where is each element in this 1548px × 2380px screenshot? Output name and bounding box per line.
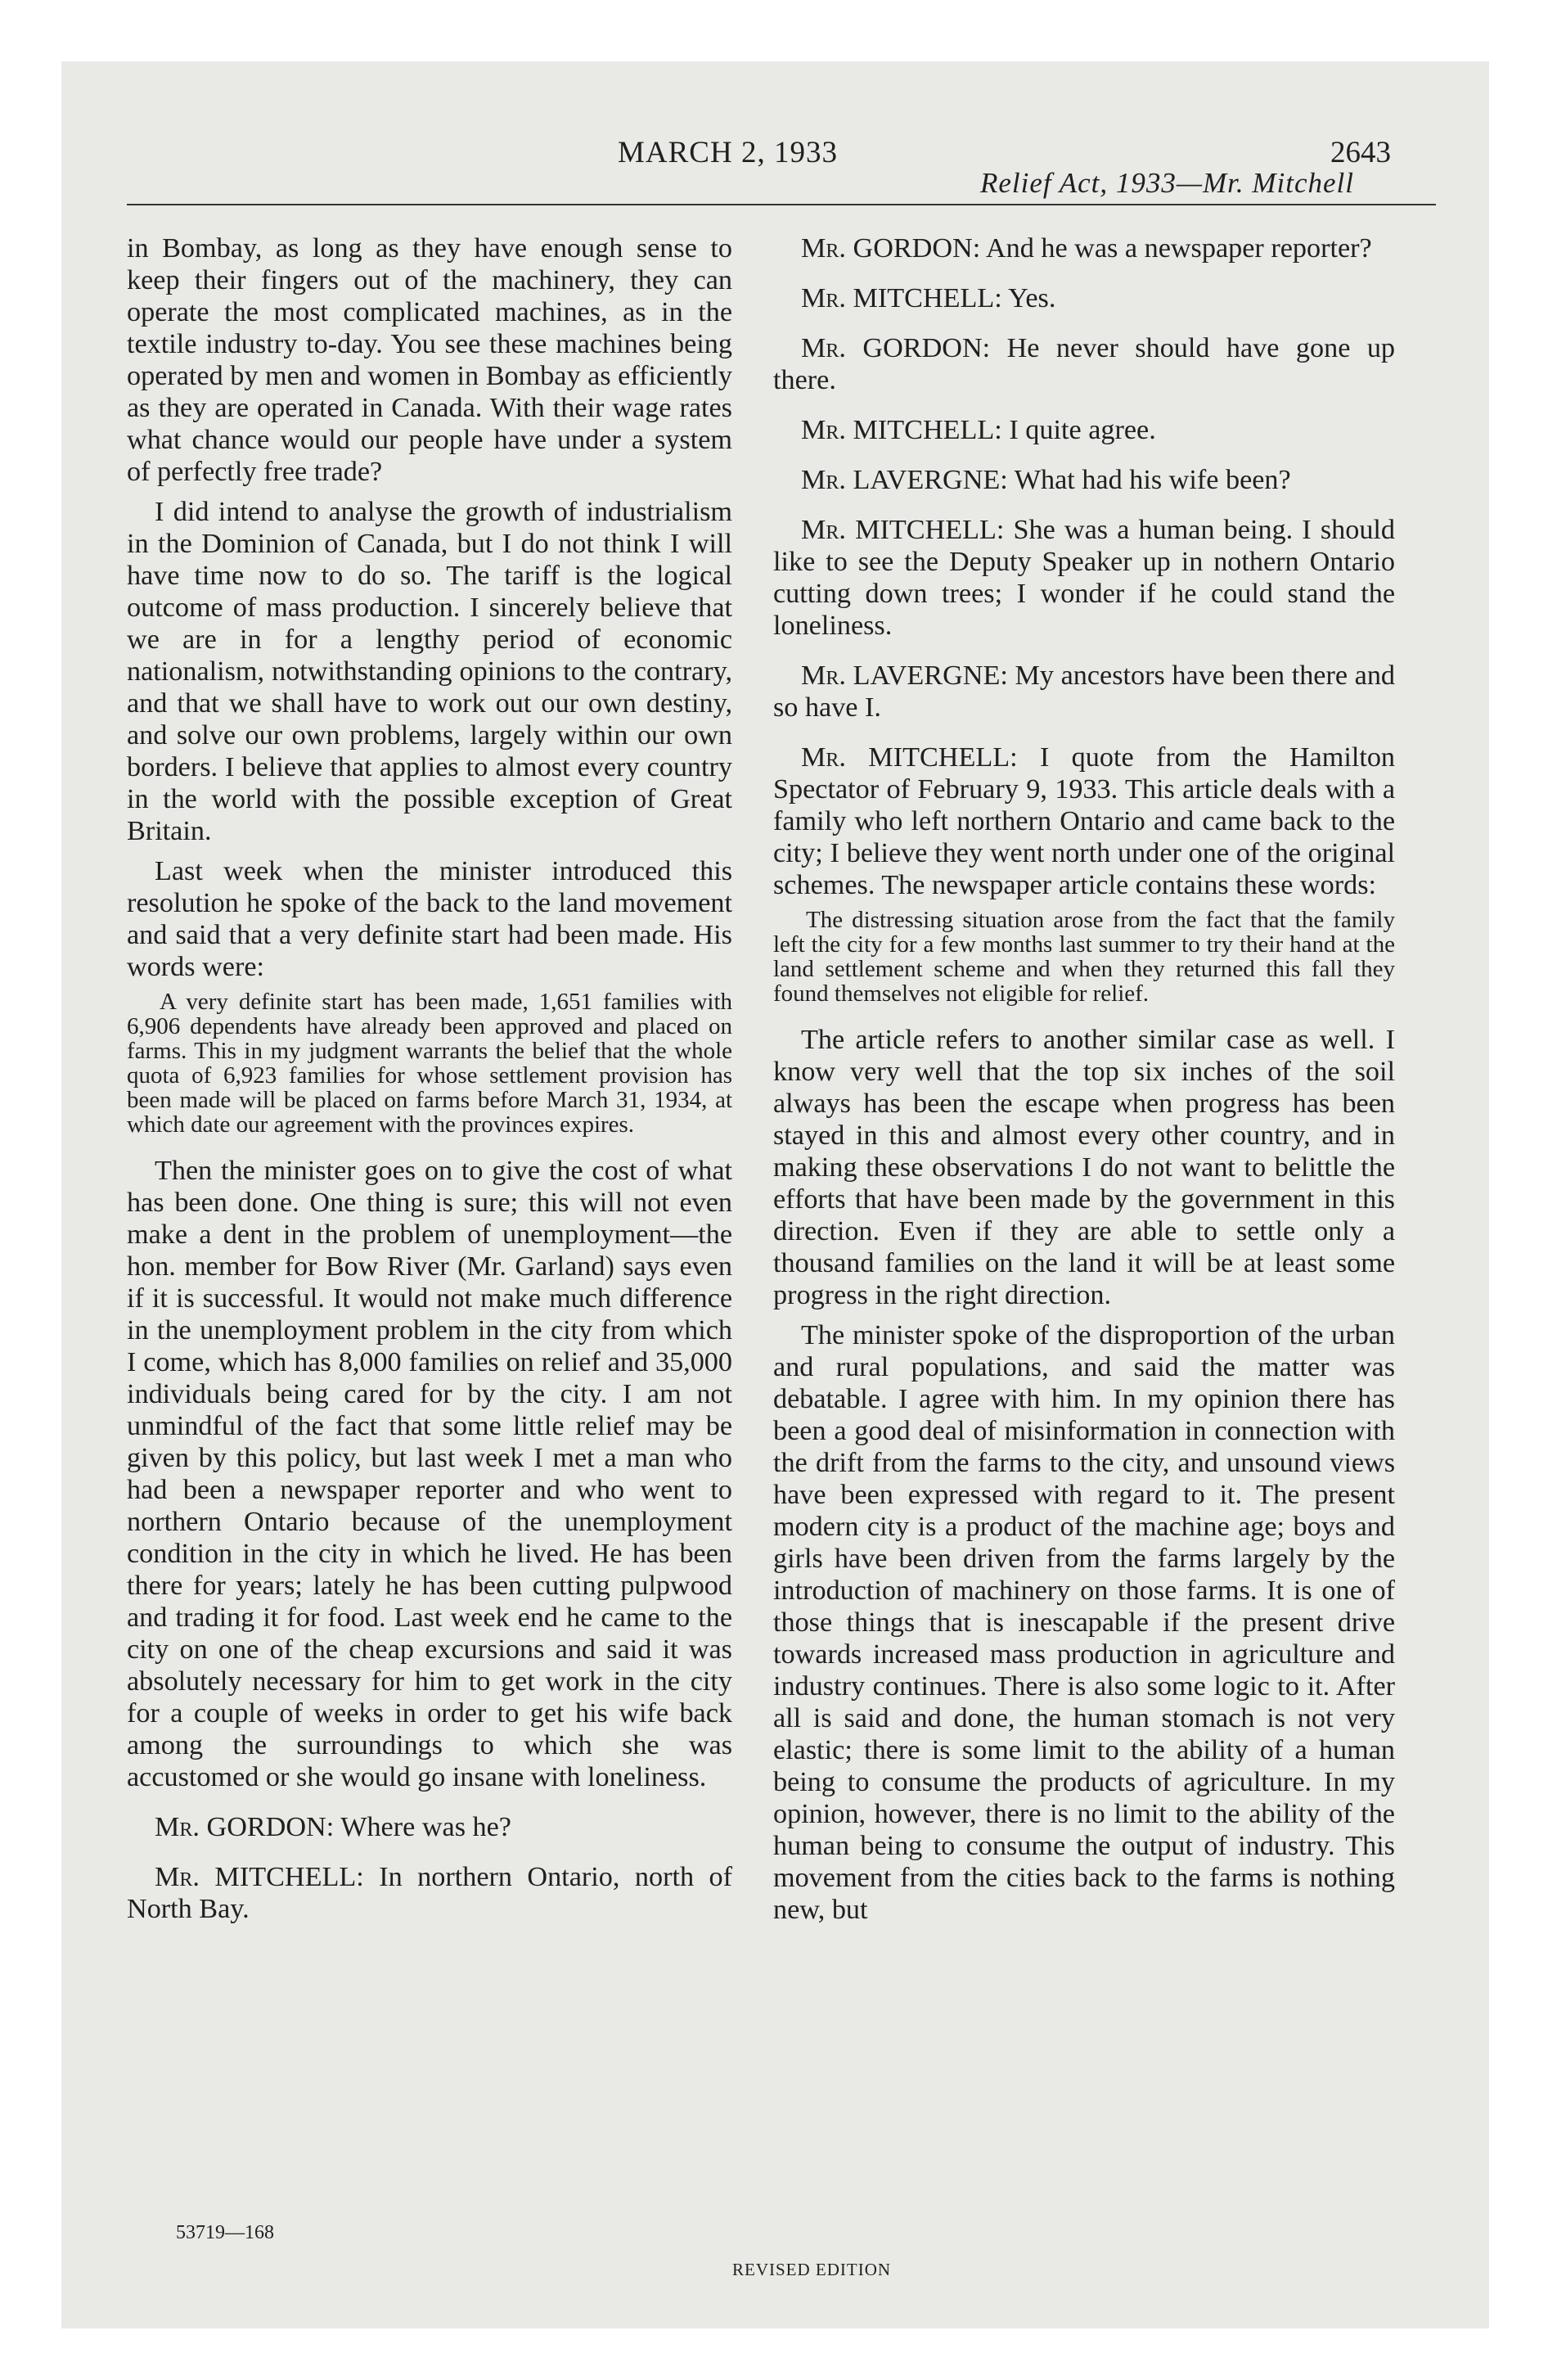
dialogue-line	[773, 282, 1395, 314]
speech-text: My ancestors have been there and so have I.	[773, 660, 1396, 723]
speech-text: What had his wife been?	[1014, 465, 1291, 495]
block-quote: A very definite start has been made, 1,651 families with 6,906 dependents have already been approved and placed on farms. This in my judgment warrants the belief that the whole quota of 6,923 families for whose settlement provision has been made will be placed on farms before March 31, 1934, at which date our agreement with the provinces expires.	[127, 989, 732, 1138]
speech-text: I quite agree.	[1009, 415, 1156, 445]
left-column	[127, 232, 732, 1925]
paragraph: in Bombay, as long as they have enough sense to keep their fingers out of the machinery, they can operate the most complicated machines, as in the textile industry to-day. You see these machines being operated by men and women in Bombay as efficiently as they are operated in Canada. With their wage rates what chance would our people have under a system of perfectly free trade?	[127, 233, 732, 487]
dialogue-line	[773, 332, 1395, 396]
block-quote: The distressing situation arose from the fact that the family left the city for a few months last summer to try their hand at the land settlement scheme and when they returned this fall they found themselves not eligible for relief.	[773, 907, 1395, 1007]
speech-text: Yes.	[1008, 283, 1056, 313]
speaker-name: Mr. LAVERGNE:	[801, 465, 1008, 495]
speaker-name: Mr. MITCHELL:	[801, 415, 1002, 445]
paragraph: Then the minister goes on to give the cost of what has been done. One thing is sure; this will not even make a dent in the problem of unemployment—the hon. member for Bow River (Mr. Garland) says even if it is successful. It would not make much difference in the unemployment problem in the city from which I come, which has 8,000 families on relief and 35,000 individuals being cared for by the city. I am not unmindful of the fact that some little relief may be given by this policy, but last week I met a man who had been a newspaper reporter and who went to northern Ontario because of the unemployment condition in the city in which he lived. He has been there for years; lately he has been cutting pulpwood and trading it for food. Last week end he came to the city on one of the cheap excursions and said it was absolutely necessary for him to get work in the city for a couple of weeks in order to get his wife back among the surroundings to which she was accustomed or she would go insane with loneliness.	[127, 1156, 732, 1792]
speech-text: And he was a newspaper reporter?	[985, 233, 1372, 264]
speaker-name: Mr. MITCHELL:	[801, 742, 1018, 773]
header-date: MARCH 2, 1933	[618, 136, 838, 169]
speaker-name: Mr. MITCHELL:	[155, 1862, 364, 1892]
print-code: 53719—168	[176, 2222, 274, 2243]
right-column	[773, 232, 1395, 1926]
paragraph: The minister spoke of the disproportion of the urban and rural populations, and said the matter was debatable. I agree with him. In my opinion there has been a good deal of misinformation in connection with the drift from the farms to the city, and unsound views have been expressed with regard to it. The present modern city is a product of the machine age; boys and girls have been driven from the farms largely by the introduction of machinery on those farms. It is one of those things that is inescapable if the present drive towards increased mass production in agriculture and industry continues. There is also some logic to it. After all is said and done, the human stomach is not very elastic; there is some limit to the ability of a human being to consume the products of agriculture. In my opinion, however, there is no limit to the ability of the human being to consume the output of industry. This movement from the cities back to the farms is nothing new, but	[773, 1320, 1395, 1925]
speaker-name: Mr. MITCHELL:	[801, 515, 1005, 545]
header-rule	[127, 204, 1436, 205]
edition-label: REVISED EDITION	[732, 2260, 892, 2279]
dialogue-line	[127, 1861, 732, 1925]
speech-text: In northern Ontario, north of North Bay.	[127, 1862, 732, 1924]
speaker-name: Mr. GORDON:	[801, 333, 991, 363]
speech-text: She was a human being. I should like to see the Deputy Speaker up in nothern Ontario cutting down trees; I wonder if he could stand the loneliness.	[773, 515, 1395, 641]
dialogue-line	[773, 232, 1395, 264]
dialogue-line	[773, 464, 1395, 496]
speaker-name: Mr. GORDON:	[801, 233, 981, 264]
paragraph: Last week when the minister introduced this resolution he spoke of the back to the land movement and said that a very definite start had been made. His words were:	[127, 856, 732, 982]
speaker-name: Mr. LAVERGNE:	[801, 660, 1008, 691]
dialogue-line	[127, 1811, 732, 1843]
speech-text: He never should have gone up there.	[773, 333, 1396, 395]
speaker-name: Mr. GORDON:	[155, 1812, 335, 1842]
running-head: Relief Act, 1933—Mr. Mitchell	[979, 167, 1354, 199]
dialogue-line	[773, 414, 1395, 446]
speech-text: Where was he?	[340, 1812, 511, 1842]
dialogue-line	[773, 741, 1395, 901]
page-sheet	[61, 61, 1489, 2328]
dialogue-line	[773, 514, 1395, 642]
page-number: 2643	[1330, 136, 1391, 169]
dialogue-line	[773, 660, 1395, 723]
speech-text: I quote from the Hamilton Spectator of February 9, 1933. This article deals with a family who left northern Ontario and came back to the city; I believe they went north under one of the original schemes. The newspaper article contains these words:	[773, 742, 1396, 900]
paragraph: I did intend to analyse the growth of industrialism in the Dominion of Canada, but I do not think I will have time now to do so. The tariff is the logical outcome of mass production. I sincerely believe that we are in for a lengthy period of economic nationalism, notwithstanding opinions to the contrary, and that we shall have to work out our own destiny, and solve our own problems, largely within our own borders. I believe that applies to almost every country in the world with the possible exception of Great Britain.	[127, 497, 732, 846]
paragraph: The article refers to another similar case as well. I know very well that the top six inches of the soil always has been the escape when progress has been stayed in this and almost every other country, and in making these observations I do not want to belittle the efforts that have been made by the government in this direction. Even if they are able to settle only a thousand families on the land it will be at least some progress in the right direction.	[773, 1025, 1395, 1310]
speaker-name: Mr. MITCHELL:	[801, 283, 1002, 313]
